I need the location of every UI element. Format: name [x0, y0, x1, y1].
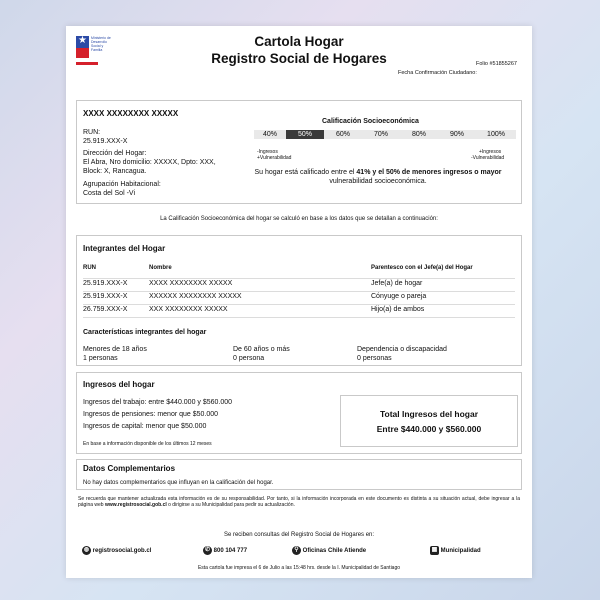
vulnerability-scale [254, 130, 516, 139]
star-icon: ★ [78, 35, 87, 46]
address-line-1: El Abra, Nro domicilio: XXXXX, Dpto: XXX, [83, 159, 216, 166]
scale-cell: 100% [487, 131, 505, 138]
household-head-name: XXXX XXXXXXXX XXXXX [83, 109, 179, 118]
income-note: En base a información disponible de los últimos 12 meses [83, 441, 212, 447]
scale-cell: 90% [449, 131, 464, 138]
ingresos-section [76, 372, 522, 454]
table-cell: 25.919.XXX-X [83, 293, 128, 300]
contact-municipalidad[interactable]: ▦ Municipalidad [431, 547, 481, 555]
table-cell: XXX XXXXXXXX XXXXX [149, 306, 228, 313]
contact-bar [76, 542, 522, 560]
scale-cell-active: 50% [286, 130, 324, 139]
print-footer: Esta cartola fue impresa el 6 de Julio a las 15:48 hrs. desde la I. Municipalidad de Santiago [197, 565, 401, 571]
scale-cell: 60% [335, 131, 350, 138]
disclaimer-text: Se recuerda que mantener actualizada esta información es de su responsabilidad. Por tanto, si la información incorporada en este documento es distinta a su situación actual, debe ingresar a la página web www.registrosocial.gob.cl o dirigirse a su Municipalidad para pedir su actualización. [78, 496, 520, 508]
page-title: Cartola Hogar [254, 34, 344, 49]
calificacion-title: Calificación Socioeconómica [322, 118, 419, 125]
agrupacion-value: Costa del Sol -Vi [83, 190, 136, 197]
table-cell: 26.759.XXX-X [83, 306, 128, 313]
total-income-box: Total Ingresos del hogar Entre $440.000 y $560.000 [340, 395, 518, 447]
table-cell: Hijo(a) de ambos [371, 306, 425, 313]
run-value: 25.919.XXX-X [83, 138, 128, 145]
intro-text: La Calificación Socioeconómica del hogar se calculó en base a los datos que se detallan a continuación: [160, 216, 438, 222]
income-line: Ingresos del trabajo: entre $440.000 y $560.000 [83, 399, 233, 406]
table-cell: 25.919.XXX-X [83, 280, 128, 287]
table-cell: XXXXXX XXXXXXXX XXXXX [149, 293, 242, 300]
consultas-title: Se reciben consultas del Registro Social de Hogares en: [223, 532, 375, 538]
summary-box: XXXX XXXXXXXX XXXXX RUN: 25.919.XXX-X Dirección del Hogar: El Abra, Nro domicilio: XXXXX, Dpto: XXX, Block: X, Rancagua. Agrupación Habitacional: Costa del Sol -Vi Calificación Socioeconómica 40% 50% 60% 70% 80% 90% 100% -Ingresos +Vulnerabilidad +Ingresos -Vulnerabilidad Su hogar está calificado entre el 41% y el 50% de menores ingresos o mayor vulnerabilidad socioeconómica. [76, 100, 522, 204]
section-title: Datos Complementarios [83, 464, 176, 473]
table-cell: Jefe(a) de hogar [371, 280, 423, 287]
classification-statement: Su hogar está calificado entre el 41% y el 50% de menores ingresos o mayor vulnerabilidad socioeconómica. [254, 169, 502, 185]
globe-icon: ◍ [83, 547, 90, 553]
folio-number: Folio #51855267 [476, 61, 517, 67]
income-line: Ingresos de capital: menor que $50.000 [83, 423, 207, 430]
section-title: Integrantes del Hogar [83, 244, 166, 253]
phone-icon: ✆ [204, 547, 211, 553]
location-pin-icon: ⚲ [292, 546, 301, 555]
registro-link[interactable]: www.registrosocial.gob.cl [104, 502, 167, 508]
building-icon: ▦ [431, 547, 438, 553]
section-title: Ingresos del hogar [83, 380, 155, 389]
contact-chileatiende[interactable]: ⚲ Oficinas Chile Atiende [292, 546, 366, 556]
table-cell: XXXX XXXXXXXX XXXXX [149, 280, 233, 287]
table-cell: Cónyuge o pareja [371, 293, 427, 300]
cartola-document [66, 26, 532, 578]
contact-web[interactable]: ◍ registrosocial.gob.cl [83, 547, 152, 555]
scale-cell: 80% [411, 131, 426, 138]
ministry-logo: ★ Ministerio de Desarrollo Social y Familia [76, 36, 114, 72]
scale-cell: 40% [262, 131, 277, 138]
confirmation-date-label: Fecha Confirmación Ciudadano: [398, 70, 477, 76]
integrantes-section: Integrantes del Hogar RUN Nombre Parentesco con el Jefe(a) del Hogar 25.919.XXX-X XXXX XXXXXXXX XXXXX Jefe(a) de hogar 25.919.XXX-X XXXXXX XXXXXXXX XXXXX Cónyuge o pareja 26.759.XXX-X XXX XXXXXXXX XXXXX Hijo(a) de ambos Características integrantes del hogar Menores de 18 años 1 personas De 60 años o más 0 persona Dependencia o discapacidad 0 personas [76, 235, 522, 366]
scale-cell: 70% [373, 131, 388, 138]
page-subtitle: Registro Social de Hogares [211, 51, 387, 66]
address-line-2: Block: X, Rancagua. [83, 168, 147, 175]
contact-phone[interactable]: ✆ 800 104 777 [204, 547, 248, 555]
total-income-value: Entre $440.000 y $560.000 [376, 424, 482, 434]
caracteristicas-title: Características integrantes del hogar [83, 329, 207, 336]
income-line: Ingresos de pensiones: menor que $50.000 [83, 411, 219, 418]
complementarios-section: Datos Complementarios No hay datos complementarios que influyan en la calificación del hogar. [76, 459, 522, 490]
